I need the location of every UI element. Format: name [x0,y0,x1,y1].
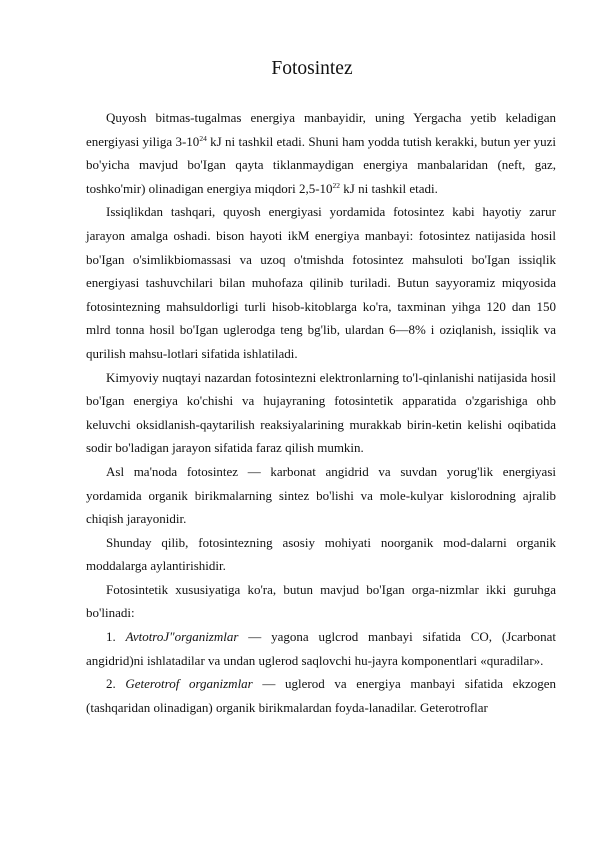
paragraph-4: Asl ma'noda fotosintez — karbonat angidrid va suvdan yorug'lik energiyasi yordamida organik birikmalarning sintez bo'lishi va mole-kulyar kislorodning ajralib chiqish jarayonidir. [86,463,556,527]
list-number-1: 1. [106,629,126,645]
paragraph-6: Fotosintetik xususiyatiga ko'ra, butun mavjud bo'Igan orga-nizmlar ikki guruhga bo'linadi: [86,581,556,621]
paragraph-1-text-b: kJ ni tashkil etadi. Shuni ham yodda tutish kerakki, butun yer yuzi bo'yicha mavjud bo'Igan qayta tiklanmaydigan energiya manbalaridan (neft, gaz, toshko'mir) olinadigan energiya miqdori 2,5-10 [86,133,556,196]
paragraph-3: Kimyoviy nuqtayi nazardan fotosintezni elektronlarning to'l-qinlanishi natijasida hosil bo'Igan energiya ko'chishi va hujayraning fotosintetik apparatida o'zgarishiga ohb keluvchi oksidlanish-qaytarilish reaksiyalarining murakkab birin-ketin kelishi oqibatida sodir bo'ladigan jarayon sifatida faraz qilish mumkin. [86,369,556,456]
list-item-heterotrophs-text: — uglerod va energiya manbayi sifatida ekzogen (tashqaridan olinadigan) organik birikmalardan foyda-lanadilar. Geterotroflar [86,676,556,715]
list-item-autotrophs [86,625,556,672]
paragraph-2: Issiqlikdan tashqari, quyosh energiyasi yordamida fotosintez kabi hayotiy zarur jarayon amalga oshadi. bison hayoti ikM energiya manbayi: fotosintez natijasida hosil bo'Igan o'simlikbiomassasi va uzoq o'tmishda fotosintez mahsuloti bo'Igan issiqlik energiyasi tashuvchilari bilan muhofaza qilinib turiladi. Butun sayyoramiz miqyosida fotosintezning mahsuldorligi turli hisob-kitoblarga ko'ra, taxminan yihga 120 dan 150 mlrd tonna hosil bo'Igan uglerodga teng bg'lib, ulardan 6—8% i oziqlanish, issiqlik va qurilish mahsu-lotlari sifatida ishlatiladi. [86,204,556,361]
exponent-24: 24 [199,133,207,143]
term-autotrophs: AvtotroJ"organizmlar [125,629,239,645]
term-heterotrophs: Geterotrof organizmlar [125,676,253,692]
paragraph-1-text-a: Quyosh bitmas-tugalmas energiya manbayidir, uning Yergacha yetib keladigan energiyasi yiliga 3-10 [86,110,556,149]
paragraph-5: Shunday qilib, fotosintezning asosiy mohiyati noorganik mod-dalarni organik moddalarga aylantirishidir. [86,534,556,574]
page-title: Fotosintez [271,58,353,79]
list-item-heterotrophs [86,672,556,719]
list-item-autotrophs-text: — yagona uglcrod manbayi sifatida CO, (Jcarbonat angidrid)ni ishlatadilar va undan uglerod saqlovchi hu-jayra komponentlari «quradilar». [86,629,557,668]
exponent-22: 22 [332,180,341,190]
paragraph-1-text-c: kJ ni tashkil etadi. [340,180,438,196]
list-number-2: 2. [106,676,126,692]
paragraph-1 [86,106,556,200]
